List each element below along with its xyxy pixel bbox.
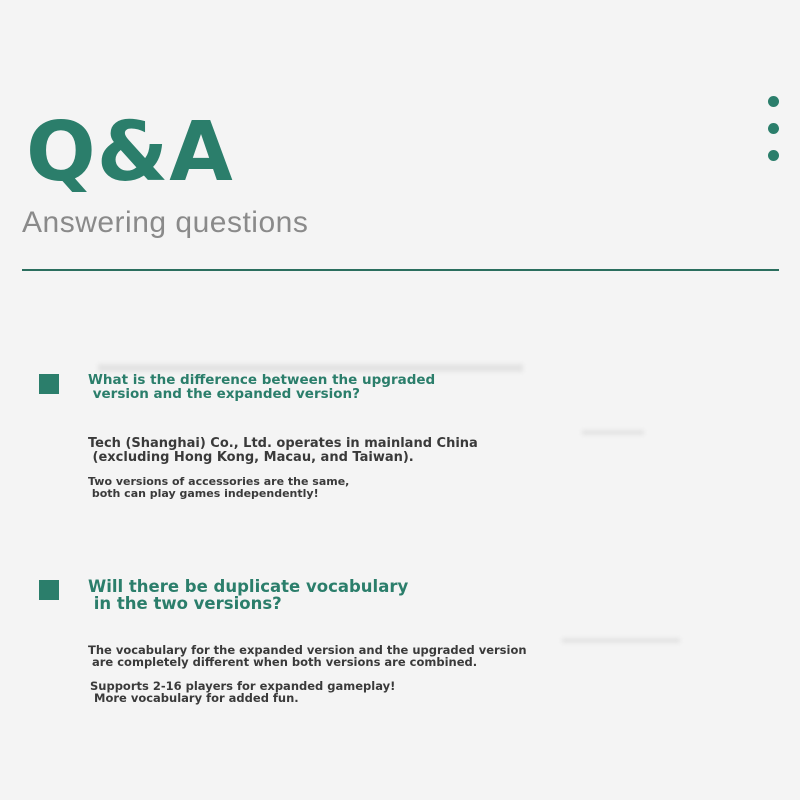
header-divider bbox=[22, 269, 779, 271]
faq-answer-1b: Two versions of accessories are the same, both can play games independently! bbox=[88, 475, 350, 500]
blurred-background-text bbox=[582, 430, 644, 435]
question-bullet-icon bbox=[39, 580, 59, 600]
faq-answer-2a: The vocabulary for the expanded version and the upgraded version are completely different when both versions are combined. bbox=[88, 643, 527, 670]
question-bullet-icon bbox=[39, 374, 59, 394]
page-title: Q&A bbox=[26, 105, 234, 200]
dot-icon bbox=[768, 150, 779, 161]
blurred-background-text bbox=[98, 364, 523, 372]
faq-question-2: Will there be duplicate vocabulary in the two versions? bbox=[88, 577, 409, 614]
faq-answer-2b: Supports 2-16 players for expanded gameplay! More vocabulary for added fun. bbox=[90, 679, 396, 706]
faq-question-1: What is the difference between the upgraded version and the expanded version? bbox=[88, 372, 436, 403]
page-subtitle: Answering questions bbox=[22, 206, 309, 239]
blurred-background-text bbox=[562, 638, 680, 643]
faq-answer-1a: Tech (Shanghai) Co., Ltd. operates in mainland China (excluding Hong Kong, Macau, and Taiwan). bbox=[88, 436, 478, 465]
dot-icon bbox=[768, 96, 779, 107]
dot-icon bbox=[768, 123, 779, 134]
more-options-icon[interactable] bbox=[768, 96, 780, 177]
